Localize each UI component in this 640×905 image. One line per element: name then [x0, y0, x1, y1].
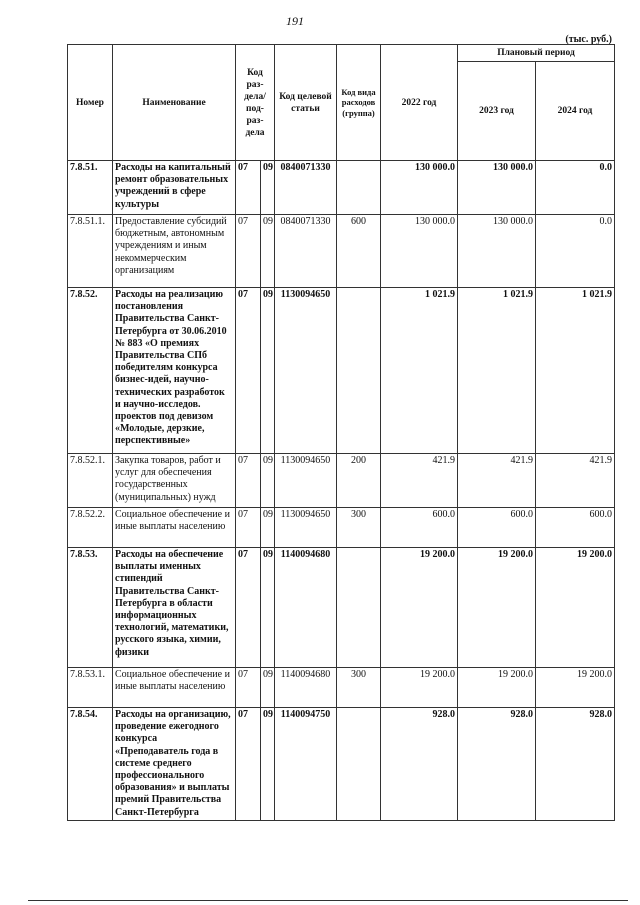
row-amount-2023: 130 000.0 — [458, 215, 536, 288]
row-target-code: 0840071330 — [275, 161, 337, 215]
row-subsection-code: 09 — [261, 708, 275, 821]
row-amount-2024: 600.0 — [536, 508, 615, 548]
row-number: 7.8.54. — [68, 708, 113, 821]
row-subsection-code: 09 — [261, 508, 275, 548]
row-amount-2022: 130 000.0 — [381, 215, 458, 288]
row-target-code: 1130094650 — [275, 508, 337, 548]
footer-divider — [28, 900, 628, 901]
row-number: 7.8.53.1. — [68, 668, 113, 708]
row-name: Социальное обеспечение и иные выплаты населению — [113, 668, 236, 708]
row-target-code: 1140094750 — [275, 708, 337, 821]
row-amount-2024: 421.9 — [536, 454, 615, 508]
header-name: Наименование — [113, 45, 236, 161]
row-amount-2024: 19 200.0 — [536, 668, 615, 708]
header-year-next: 2023 год — [458, 62, 536, 161]
row-amount-2022: 19 200.0 — [381, 668, 458, 708]
row-name: Социальное обеспечение и иные выплаты населению — [113, 508, 236, 548]
row-target-code: 1140094680 — [275, 668, 337, 708]
row-number: 7.8.52.2. — [68, 508, 113, 548]
row-target-code: 1130094650 — [275, 454, 337, 508]
budget-table — [67, 44, 615, 821]
row-amount-2022: 928.0 — [381, 708, 458, 821]
row-subsection-code: 09 — [261, 454, 275, 508]
row-section-code: 07 — [236, 668, 261, 708]
table-row — [68, 454, 615, 508]
page-number: 191 — [286, 14, 304, 28]
table-row — [68, 288, 615, 454]
header-target: Код целевой статьи — [275, 45, 337, 161]
row-amount-2023: 1 021.9 — [458, 288, 536, 454]
row-name: Расходы на обеспечение выплаты именных стипендий Правительства Санкт-Петербурга в области информационных технологий, математики, русского языка, химии, физики — [113, 548, 236, 668]
row-amount-2024: 0.0 — [536, 161, 615, 215]
table-row — [68, 708, 615, 821]
table-row — [68, 548, 615, 668]
row-name: Закупка товаров, работ и услуг для обеспечения государственных (муниципальных) нужд — [113, 454, 236, 508]
unit-note: (тыс. руб.) — [565, 34, 612, 45]
row-section-code: 07 — [236, 548, 261, 668]
row-number: 7.8.51. — [68, 161, 113, 215]
row-section-code: 07 — [236, 288, 261, 454]
row-amount-2024: 0.0 — [536, 215, 615, 288]
row-expense-type: 300 — [337, 668, 381, 708]
row-subsection-code: 09 — [261, 668, 275, 708]
row-amount-2023: 421.9 — [458, 454, 536, 508]
row-name: Расходы на капитальный ремонт образовательных учреждений в сфере культуры — [113, 161, 236, 215]
row-expense-type — [337, 708, 381, 821]
row-amount-2022: 1 021.9 — [381, 288, 458, 454]
row-expense-type: 600 — [337, 215, 381, 288]
row-subsection-code: 09 — [261, 548, 275, 668]
row-subsection-code: 09 — [261, 161, 275, 215]
row-amount-2024: 19 200.0 — [536, 548, 615, 668]
row-target-code: 1140094680 — [275, 548, 337, 668]
table-body — [68, 161, 615, 821]
row-name: Предоставление субсидий бюджетным, автономным учреждениям и иным некоммерческим организациям — [113, 215, 236, 288]
row-expense-type: 200 — [337, 454, 381, 508]
row-section-code: 07 — [236, 215, 261, 288]
header-year-after: 2024 год — [536, 62, 615, 161]
row-section-code: 07 — [236, 708, 261, 821]
header-plan-period: Плановый период — [458, 45, 615, 62]
row-section-code: 07 — [236, 161, 261, 215]
row-expense-type — [337, 161, 381, 215]
row-amount-2023: 928.0 — [458, 708, 536, 821]
row-name: Расходы на организацию, проведение ежегодного конкурса «Преподаватель года в системе среднего профессионального образования» и выплаты премий Правительства Санкт-Петербурга — [113, 708, 236, 821]
row-amount-2024: 1 021.9 — [536, 288, 615, 454]
row-section-code: 07 — [236, 508, 261, 548]
row-amount-2022: 600.0 — [381, 508, 458, 548]
row-amount-2023: 19 200.0 — [458, 548, 536, 668]
row-amount-2022: 130 000.0 — [381, 161, 458, 215]
table-row — [68, 508, 615, 548]
row-expense-type — [337, 288, 381, 454]
table-row — [68, 215, 615, 288]
row-subsection-code: 09 — [261, 288, 275, 454]
row-number: 7.8.51.1. — [68, 215, 113, 288]
row-amount-2022: 421.9 — [381, 454, 458, 508]
row-expense-type: 300 — [337, 508, 381, 548]
row-number: 7.8.52. — [68, 288, 113, 454]
row-section-code: 07 — [236, 454, 261, 508]
row-amount-2023: 19 200.0 — [458, 668, 536, 708]
row-amount-2024: 928.0 — [536, 708, 615, 821]
row-number: 7.8.52.1. — [68, 454, 113, 508]
header-number: Номер — [68, 45, 113, 161]
row-target-code: 0840071330 — [275, 215, 337, 288]
header-expense-type: Код вида расходов (группа) — [337, 45, 381, 161]
row-name: Расходы на реализацию постановления Правительства Санкт-Петербурга от 30.06.2010 № 883 «О премиях Правительства СПб победителям конкурса бизнес-идей, научно-технических разработок и научно-исследов. проектов под девизом «Молодые, дерзкие, перспективные» — [113, 288, 236, 454]
row-amount-2023: 130 000.0 — [458, 161, 536, 215]
row-amount-2023: 600.0 — [458, 508, 536, 548]
row-subsection-code: 09 — [261, 215, 275, 288]
header-year-current: 2022 год — [381, 45, 458, 161]
table-row — [68, 668, 615, 708]
table-row — [68, 161, 615, 215]
row-target-code: 1130094650 — [275, 288, 337, 454]
row-expense-type — [337, 548, 381, 668]
row-amount-2022: 19 200.0 — [381, 548, 458, 668]
header-section: Код раз-дела/ под-раз-дела — [236, 45, 275, 161]
row-number: 7.8.53. — [68, 548, 113, 668]
